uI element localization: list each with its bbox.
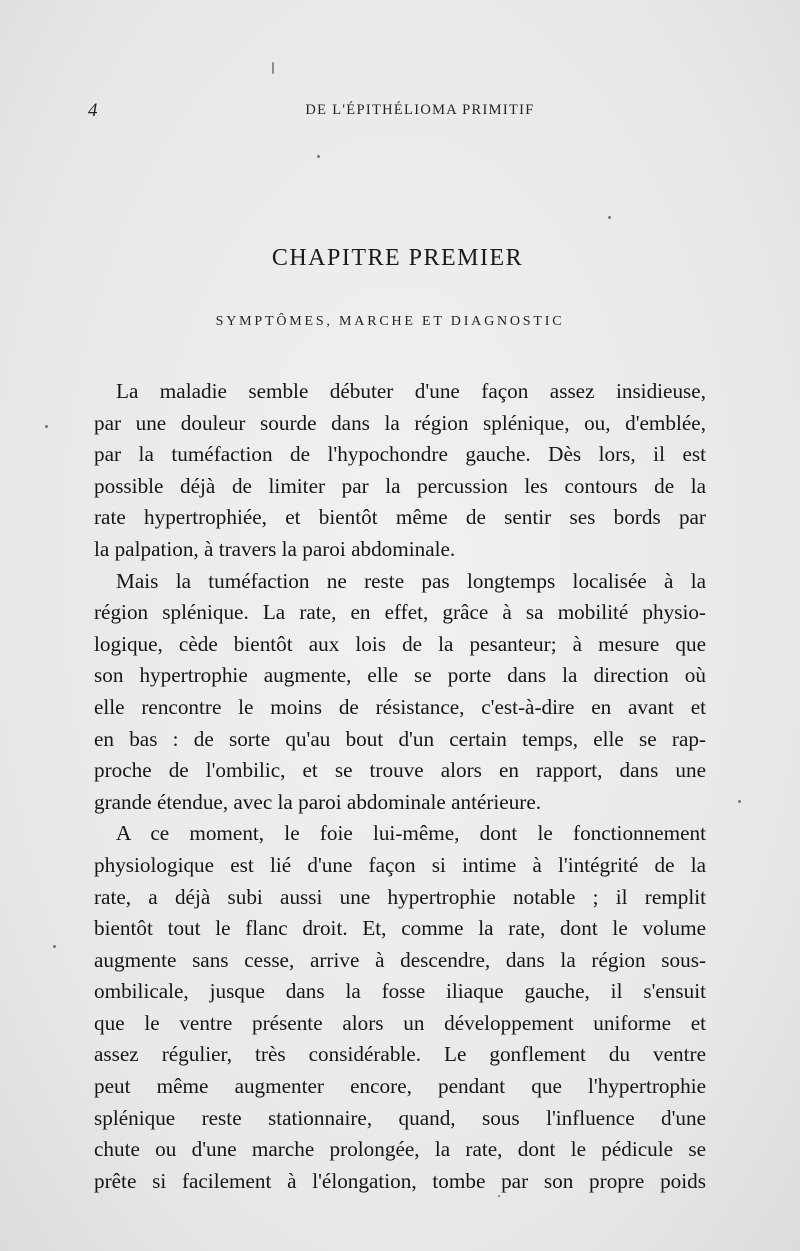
ink-speck [45, 425, 48, 428]
ink-speck [738, 800, 741, 803]
paragraph [94, 566, 706, 819]
text-line: en bas : de sorte qu'au bout d'un certain temps, elle se rap- [94, 726, 706, 751]
chapter-subtitle: SYMPTÔMES, MARCHE ET DIAGNOSTIC [215, 314, 565, 329]
text-line: chute ou d'une marche prolongée, la rate, dont le pédicule se [94, 1137, 706, 1162]
ink-speck [317, 155, 320, 158]
ink-speck [272, 62, 274, 74]
paragraph [94, 818, 706, 1197]
text-line: la palpation, à travers la paroi abdominale. [94, 536, 456, 561]
text-line: peut même augmenter encore, pendant que l'hypertrophie [94, 1074, 706, 1099]
text-line: possible déjà de limiter par la percussion les contours de la [94, 473, 706, 498]
text-line: physiologique est lié d'une façon si intime à l'intégrité de la [94, 852, 706, 877]
page-number: 4 [88, 100, 98, 121]
chapter-title: CHAPITRE PREMIER [271, 245, 524, 271]
text-line: A ce moment, le foie lui-même, dont le fonctionnement [116, 821, 706, 846]
text-line: par la tuméfaction de l'hypochondre gauche. Dès lors, il est [94, 442, 706, 467]
paragraph [94, 376, 706, 566]
text-line: assez régulier, très considérable. Le gonflement du ventre [94, 1042, 706, 1067]
text-line: bientôt tout le flanc droit. Et, comme la rate, dont le volume [94, 916, 706, 941]
ink-speck [53, 945, 56, 948]
text-line: Mais la tuméfaction ne reste pas longtemps localisée à la [116, 568, 706, 593]
text-line: grande étendue, avec la paroi abdominale antérieure. [94, 789, 542, 814]
text-line: logique, cède bientôt aux lois de la pesanteur; à mesure que [94, 631, 706, 656]
ink-speck [608, 216, 611, 219]
text-line: rate, a déjà subi aussi une hypertrophie notable ; il remplit [94, 884, 706, 909]
text-line: splénique reste stationnaire, quand, sous l'influence d'une [94, 1105, 706, 1130]
text-line: son hypertrophie augmente, elle se porte dans la direction où [94, 663, 706, 688]
text-line: proche de l'ombilic, et se trouve alors en rapport, dans une [94, 758, 706, 783]
text-line: rate hypertrophiée, et bientôt même de sentir ses bords par [94, 505, 706, 530]
text-line: région splénique. La rate, en effet, grâce à sa mobilité physio- [94, 600, 706, 625]
text-line: elle rencontre le moins de résistance, c'est-à-dire en avant et [94, 694, 706, 719]
text-line: La maladie semble débuter d'une façon assez insidieuse, [116, 379, 706, 403]
text-line: par une douleur sourde dans la région splénique, ou, d'emblée, [94, 410, 706, 435]
text-line: augmente sans cesse, arrive à descendre, dans la région sous- [94, 947, 706, 972]
text-line: ombilicale, jusque dans la fosse iliaque gauche, il s'ensuit [94, 979, 706, 1004]
text-line: que le ventre présente alors un développement uniforme et [94, 1010, 706, 1035]
body-text [94, 376, 706, 1197]
running-head: DE L'ÉPITHÉLIOMA PRIMITIF [305, 102, 535, 118]
text-line: prête si facilement à l'élongation, tombe par son propre poids [94, 1168, 706, 1193]
